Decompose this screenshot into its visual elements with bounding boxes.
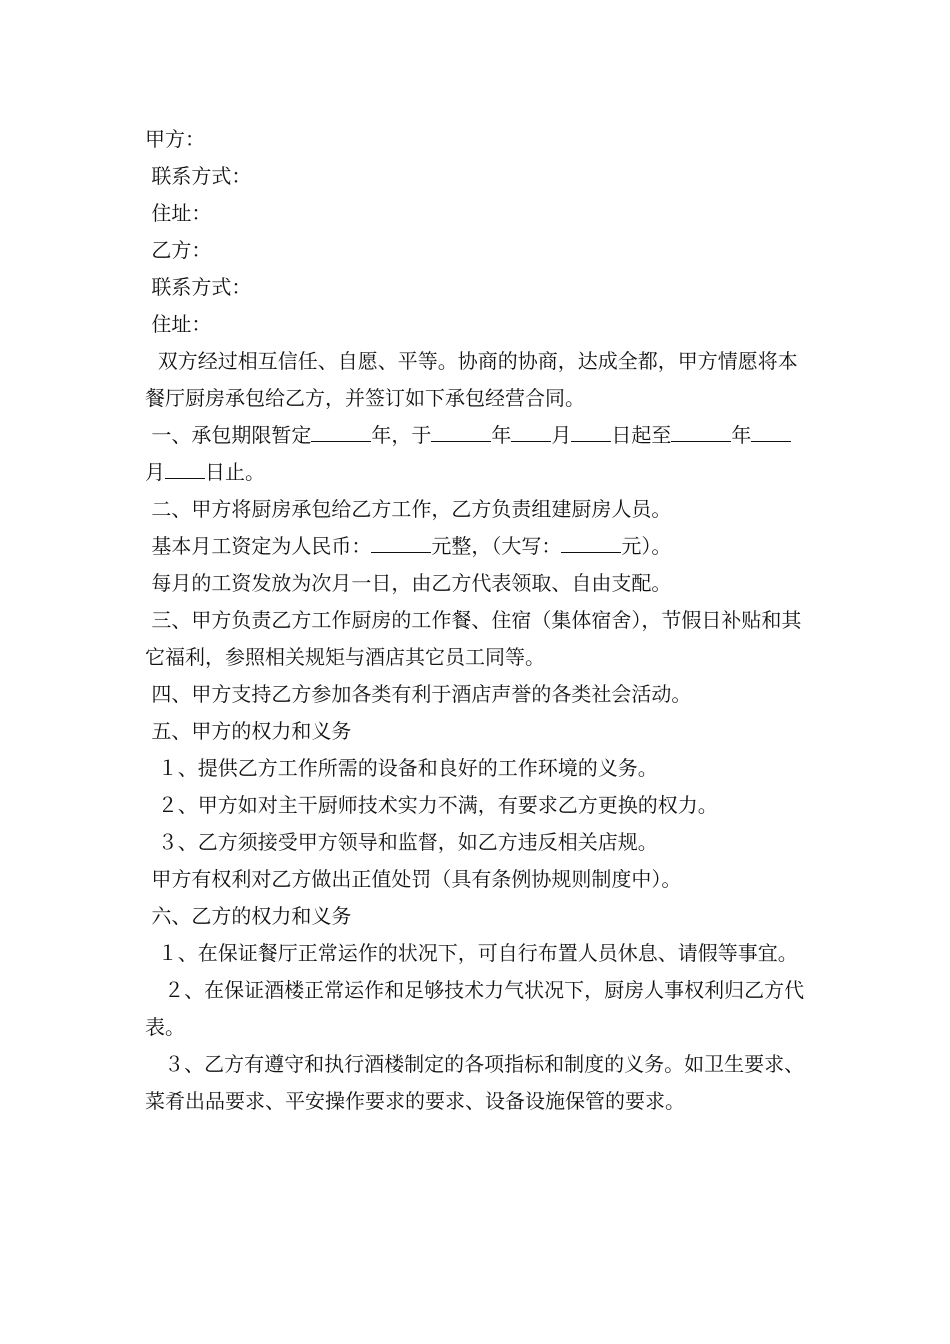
clause-1-text: 年 (731, 423, 752, 447)
clause-1-text: 年 (491, 423, 512, 447)
clause-4: 四、甲方支持乙方参加各类有利于酒店声誉的各类社会活动。 (145, 682, 692, 706)
clause-5-penalty: 甲方有权利对乙方做出正值处罚（具有条例协规则制度中）。 (145, 867, 682, 891)
clause-5-item-3: ３、乙方须接受甲方领导和监督，如乙方违反相关店规。 (145, 830, 658, 854)
blank-end-year[interactable] (671, 419, 731, 442)
party-b-label: 乙方： (145, 238, 212, 262)
blank-start-year[interactable] (431, 419, 491, 442)
clause-1-text: 月 (145, 460, 165, 484)
clause-5-item-1: １、提供乙方工作所需的设备和良好的工作环境的义务。 (145, 756, 658, 780)
blank-start-day[interactable] (571, 419, 611, 442)
salary-line (145, 528, 810, 565)
blank-end-day[interactable] (165, 456, 205, 479)
clause-1-prefix: 一、承包期限暂定 (145, 423, 312, 447)
blank-salary-uppercase[interactable] (561, 530, 621, 553)
salary-prefix: 基本月工资定为人民币： (145, 534, 372, 558)
blank-start-month[interactable] (511, 419, 551, 442)
clause-1-term (145, 417, 810, 491)
clause-6-item-1: １、在保证餐厅正常运作的状况下，可自行布置人员休息、请假等事宜。 (145, 941, 798, 965)
clause-1-text: 月 (551, 423, 572, 447)
blank-salary-amount[interactable] (371, 530, 431, 553)
blank-end-month[interactable] (751, 419, 791, 442)
party-a-address: 住址： (145, 201, 212, 225)
blank-years[interactable] (311, 419, 371, 442)
preamble-paragraph: 双方经过相互信任、自愿、平等。协商的协商，达成全都，甲方情愿将本餐厅厨房承包给乙方，并签订如下承包经营合同。 (145, 349, 798, 410)
clause-6-item-3: ３、乙方有遵守和执行酒楼制定的各项指标和制度的义务。如卫生要求、菜肴出品要求、平安操作要求的要求、设备设施保管的要求。 (145, 1052, 805, 1113)
party-b-contact: 联系方式： (145, 275, 252, 299)
clause-5-item-2: ２、甲方如对主干厨师技术实力不满，有要求乙方更换的权力。 (145, 793, 718, 817)
salary-text: 元整，（大写： (431, 534, 562, 558)
clause-5-heading: 五、甲方的权力和义务 (145, 719, 352, 743)
party-a-contact: 联系方式： (145, 164, 252, 188)
clause-3: 三、甲方负责乙方工作厨房的工作餐、住宿（集体宿舍），节假日补贴和其它福利，参照相关规矩与酒店其它员工同等。 (145, 608, 802, 669)
clause-1-text: 日止。 (205, 460, 265, 484)
clause-2: 二、甲方将厨房承包给乙方工作，乙方负责组建厨房人员。 (145, 497, 672, 521)
clause-1-text: 年，于 (371, 423, 432, 447)
clause-1-text: 日起至 (611, 423, 672, 447)
contract-body (145, 121, 810, 1120)
salary-payment-line: 每月的工资发放为次月一日，由乙方代表领取、自由支配。 (145, 571, 672, 595)
salary-text: 元）。 (621, 534, 672, 558)
clause-6-heading: 六、乙方的权力和义务 (145, 904, 352, 928)
party-a-label: 甲方： (145, 127, 205, 151)
clause-6-item-2: ２、在保证酒楼正常运作和足够技术力气状况下，厨房人事权利归乙方代表。 (145, 978, 805, 1039)
party-b-address: 住址： (145, 312, 212, 336)
